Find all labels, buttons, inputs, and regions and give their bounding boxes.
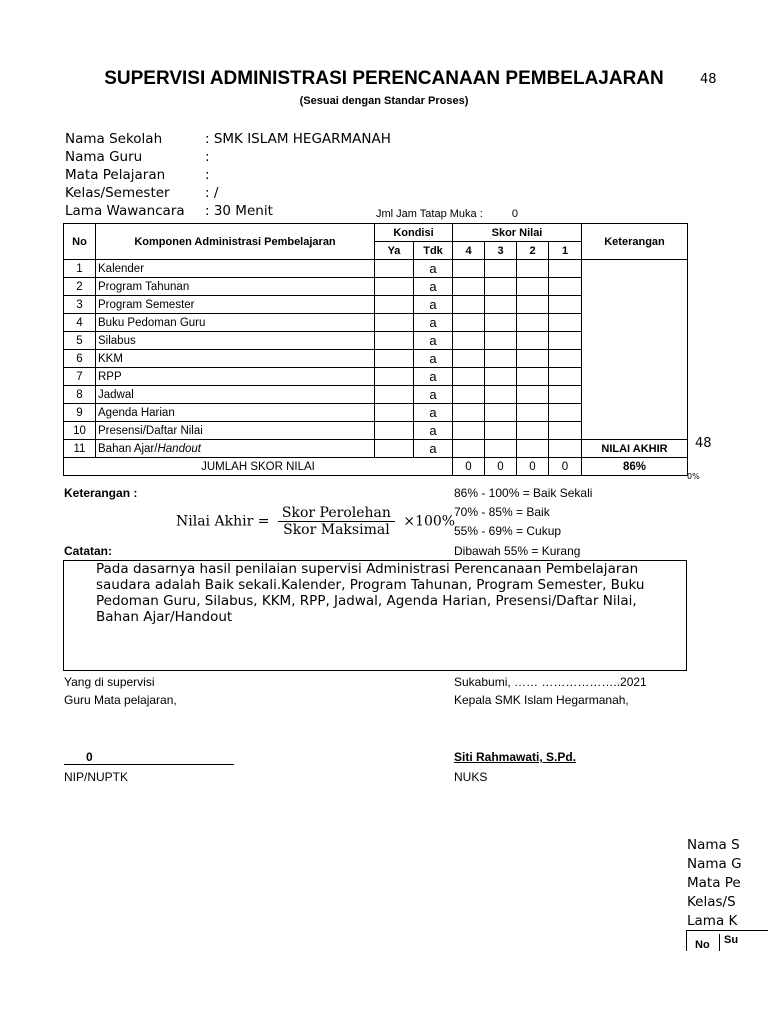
table-row: 11 Bahan Ajar/Handout a NILAI AKHIR [64,440,688,458]
info-row-subject: Mata Pelajaran : [65,167,210,183]
side-number: 48 [695,436,712,451]
range-2: 70% - 85% = Baik [454,505,550,519]
col-s1: 1 [549,242,582,260]
col-kondisi: Kondisi [375,224,453,242]
info-block [65,130,391,220]
info-row-teacher: Nama Guru : [65,149,210,165]
formula: Nilai Akhir = $\frac{\text{Skor Perolehan}}{\text{Skor Maksimal}}$ ×100% [176,505,456,538]
col-ya: Ya [375,242,414,260]
col-komponen: Komponen Administrasi Pembelajaran [96,224,375,260]
next-page-preview: Nama S Nama G Mata Pe Kelas/S Lama K [687,837,742,929]
table-row: 5 Silabus a [64,332,688,350]
side-percent: 0% [687,472,700,481]
page-title: SUPERVISI ADMINISTRASI PERENCANAAN PEMBELAJARAN [104,68,664,89]
range-1: 86% - 100% = Baik Sekali [454,486,593,500]
table-row: 3 Program Semester a [64,296,688,314]
table-row: 7 RPP a [64,368,688,386]
catatan-text: Pada dasarnya hasil penilaian supervisi Administrasi Perencanaan Pembelajaran saudara adalah Baik sekali.Kalender, Program Tahunan, Program Semester, Buku Pedoman Guru, Silabus, KKM, RPP, Jadwal, Agenda Harian, Presensi/Daftar Nilai, Bahan Ajar/Handout [96,561,645,625]
principal-name: Siti Rahmawati, S.Pd. [454,750,577,764]
principal-id: NUKS [454,770,488,784]
page-number: 48 [700,72,717,87]
table-row: 2 Program Tahunan a [64,278,688,296]
table-row: 4 Buku Pedoman Guru a [64,314,688,332]
page-subtitle: (Sesuai dengan Standar Proses) [299,95,469,107]
teacher-id: NIP/NUPTK [64,770,129,784]
keterangan-cell [582,260,688,440]
col-keterangan: Keterangan [582,224,688,260]
col-s3: 3 [485,242,517,260]
nilai-akhir-value: 86% [582,458,688,476]
sign-date: Sukabumi, …… ………………..2021 [454,675,647,689]
total-label: JUMLAH SKOR NILAI [64,458,453,476]
supervisee-label: Yang di supervisi [64,675,155,689]
jml-jam: Jml Jam Tatap Muka : 0 [376,208,518,220]
next-page-table: No Su [686,930,768,951]
col-tdk: Tdk [414,242,453,260]
col-skor: Skor Nilai [453,224,582,242]
table-row: 6 KKM a [64,350,688,368]
principal-role: Kepala SMK Islam Hegarmanah, [454,693,629,707]
nilai-akhir-label: NILAI AKHIR [582,440,688,458]
table-row: 8 Jadwal a [64,386,688,404]
table-row: 10 Presensi/Daftar Nilai a [64,422,688,440]
admin-table [63,223,688,476]
col-s2: 2 [517,242,549,260]
info-row-school: Nama Sekolah : SMK ISLAM HEGARMANAH [65,131,391,147]
table-row: 1 Kalender a [64,260,688,278]
range-3: 55% - 69% = Cukup [454,524,562,538]
teacher-role: Guru Mata pelajaran, [64,693,177,707]
range-4: Dibawah 55% = Kurang [454,544,581,558]
total-row: JUMLAH SKOR NILAI 0 0 0 0 86% [64,458,688,476]
table-row: 9 Agenda Harian a [64,404,688,422]
info-row-class: Kelas/Semester : / [65,185,219,201]
col-no: No [64,224,96,260]
teacher-name: 0 [64,750,234,765]
info-row-duration: Lama Wawancara : 30 Menit [65,203,273,219]
col-s4: 4 [453,242,485,260]
catatan-label: Catatan: [64,544,113,558]
keterangan-label: Keterangan : [64,486,138,500]
